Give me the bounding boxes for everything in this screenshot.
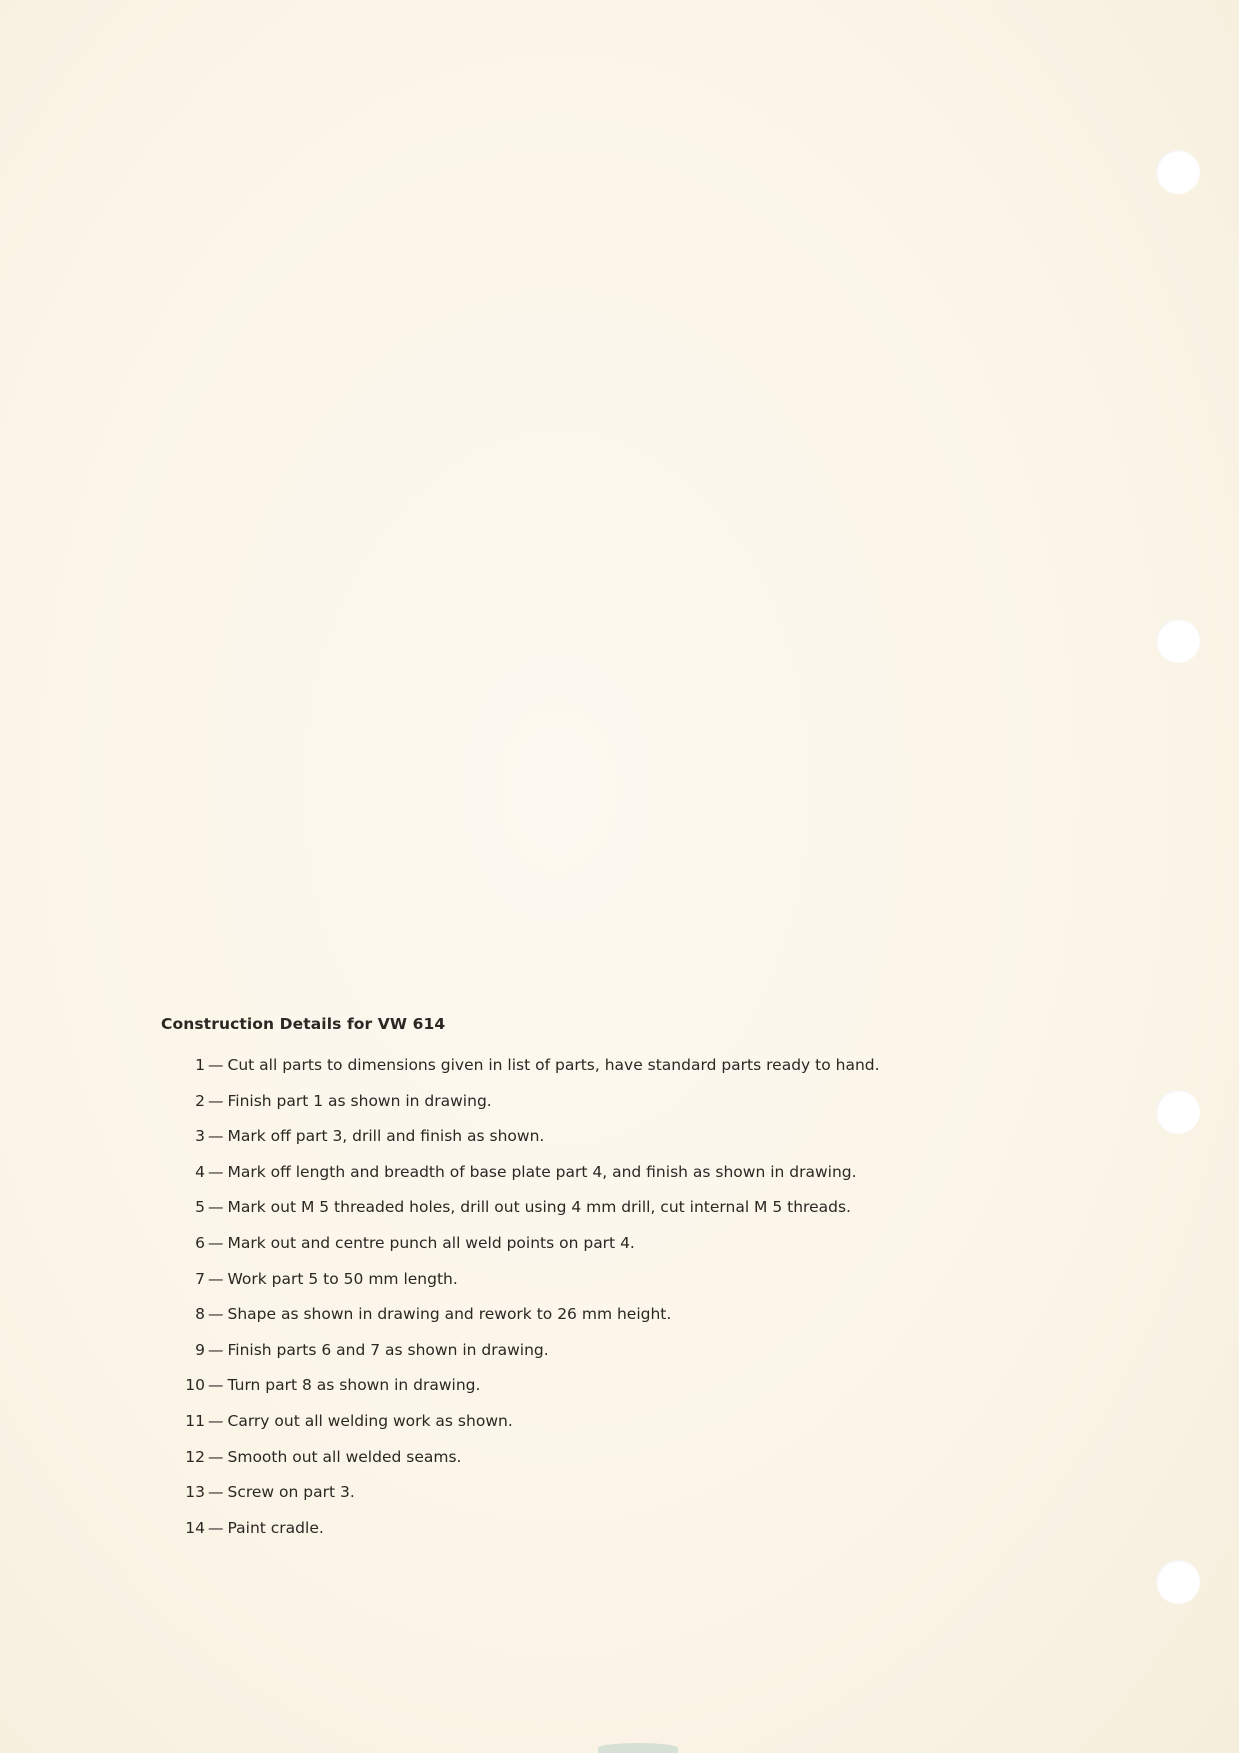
step-item	[161, 1232, 1061, 1268]
step-dash: —	[208, 1305, 224, 1324]
step-dash: —	[208, 1376, 224, 1395]
step-number: 12	[185, 1447, 205, 1466]
step-number: 11	[185, 1411, 205, 1430]
step-number: 6	[195, 1233, 205, 1252]
step-text: Screw on part 3.	[227, 1483, 355, 1502]
step-item	[161, 1161, 1061, 1197]
step-text: Carry out all welding work as shown.	[227, 1411, 513, 1430]
step-text: Mark off part 3, drill and finish as shown.	[227, 1127, 545, 1146]
step-item	[161, 1125, 1061, 1161]
step-text: Finish parts 6 and 7 as shown in drawing.	[227, 1340, 549, 1359]
step-item	[161, 1481, 1061, 1517]
step-number: 3	[195, 1127, 205, 1146]
step-dash: —	[208, 1056, 224, 1074]
step-text: Finish part 1 as shown in drawing.	[227, 1091, 492, 1110]
step-item	[161, 1374, 1061, 1410]
step-number: 14	[185, 1518, 205, 1537]
step-item	[161, 1517, 1061, 1553]
step-number: 8	[195, 1305, 205, 1324]
step-item	[161, 1446, 1061, 1482]
construction-details	[161, 1014, 1061, 1552]
step-item	[161, 1196, 1061, 1232]
step-text: Work part 5 to 50 mm length.	[227, 1269, 458, 1288]
step-number: 4	[195, 1162, 205, 1181]
step-dash: —	[208, 1198, 224, 1217]
step-dash: —	[208, 1411, 224, 1430]
punch-hole	[1156, 150, 1200, 194]
step-text: Cut all parts to dimensions given in list of parts, have standard parts ready to hand.	[227, 1056, 880, 1074]
paper-stain	[598, 1743, 678, 1753]
punch-hole	[1156, 1090, 1200, 1134]
step-item	[161, 1410, 1061, 1446]
step-dash: —	[208, 1091, 224, 1110]
step-number: 9	[195, 1340, 205, 1359]
step-text: Turn part 8 as shown in drawing.	[227, 1376, 481, 1395]
step-dash: —	[208, 1340, 224, 1359]
punch-hole	[1156, 619, 1200, 663]
step-number: 1	[195, 1056, 205, 1074]
step-dash: —	[208, 1447, 224, 1466]
step-text: Mark out M 5 threaded holes, drill out using 4 mm drill, cut internal M 5 threads.	[227, 1198, 851, 1217]
step-dash: —	[208, 1233, 224, 1252]
step-text: Smooth out all welded seams.	[227, 1447, 462, 1466]
step-item	[161, 1303, 1061, 1339]
punch-hole	[1156, 1560, 1200, 1604]
step-number: 5	[195, 1198, 205, 1217]
step-item	[161, 1090, 1061, 1126]
step-item	[161, 1268, 1061, 1304]
step-number: 10	[185, 1376, 205, 1395]
section-heading: Construction Details for VW 614	[161, 1015, 446, 1033]
step-number: 2	[195, 1091, 205, 1110]
step-number: 13	[185, 1483, 205, 1502]
step-text: Shape as shown in drawing and rework to 26 mm height.	[227, 1305, 672, 1324]
step-text: Mark off length and breadth of base plate part 4, and finish as shown in drawing.	[227, 1162, 857, 1181]
step-item	[161, 1339, 1061, 1375]
step-dash: —	[208, 1127, 224, 1146]
step-dash: —	[208, 1269, 224, 1288]
step-text: Mark out and centre punch all weld points on part 4.	[227, 1233, 635, 1252]
steps-list	[161, 1054, 1061, 1552]
step-dash: —	[208, 1518, 224, 1537]
step-item	[161, 1054, 1061, 1090]
step-dash: —	[208, 1162, 224, 1181]
step-dash: —	[208, 1483, 224, 1502]
step-number: 7	[195, 1269, 205, 1288]
step-text: Paint cradle.	[227, 1518, 324, 1537]
